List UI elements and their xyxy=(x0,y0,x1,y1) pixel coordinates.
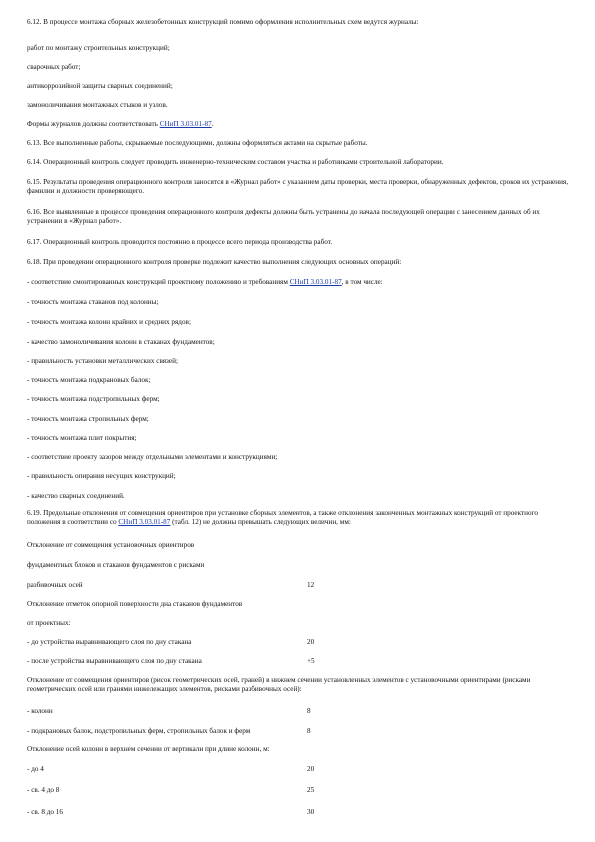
doc-line xyxy=(27,415,572,424)
doc-line-text: антикоррозийной защиты сварных соединений; xyxy=(27,82,173,90)
doc-line-tail: . xyxy=(211,120,214,128)
doc-line-text: - св. 4 до 8 xyxy=(27,786,60,794)
doc-line xyxy=(27,657,357,666)
doc-line-text: фундаментных блоков и стаканов фундаментов с рисками xyxy=(27,561,205,569)
doc-line xyxy=(27,727,357,736)
doc-line-text: 6.12. В процессе монтажа сборных железобетонных конструкций помимо оформления исполнительных схем ведутся журналы: xyxy=(27,18,419,26)
doc-line-tail: (табл. 12) не должны превышать следующих величин, мм: xyxy=(170,518,351,526)
doc-line-text: - правильность установки металлических связей; xyxy=(27,357,178,365)
doc-line-text: - соответствие смонтированных конструкций проектному положению и требованиям xyxy=(27,278,290,286)
doc-value: 12 xyxy=(307,581,315,589)
doc-line xyxy=(27,120,572,129)
doc-line xyxy=(27,561,572,570)
doc-line-text: разбивочных осей xyxy=(27,581,83,589)
doc-line xyxy=(27,638,357,647)
doc-line xyxy=(27,434,572,443)
doc-line xyxy=(27,158,572,167)
doc-line xyxy=(27,44,572,53)
doc-line xyxy=(27,472,572,481)
doc-value: +5 xyxy=(307,657,315,665)
doc-line xyxy=(27,619,572,628)
doc-line xyxy=(27,808,357,817)
doc-line-text: - после устройства выравнивающего слоя по дну стакана xyxy=(27,657,202,665)
doc-line-text: - точность монтажа подстропильных ферм; xyxy=(27,395,160,403)
doc-line-text: - соответствие проекту зазоров между отдельными элементами и конструкциями; xyxy=(27,453,278,461)
doc-line-text: Отклонение от совмещения установочных ориентиров xyxy=(27,541,195,549)
doc-line-text: 6.16. Все выявленные в процессе проведения операционного контроля дефекты должны быть устранены до начала последующей операции с занесением данных об их устранении в «Журнал работ». xyxy=(27,208,540,225)
doc-line-text: - качество сварных соединений. xyxy=(27,492,125,500)
doc-line xyxy=(27,707,357,716)
doc-line-tail: , в том числе: xyxy=(341,278,383,286)
doc-line xyxy=(27,338,572,347)
doc-line xyxy=(27,541,572,550)
doc-line xyxy=(27,765,357,774)
doc-line-text: - правильность опирания несущих конструкций; xyxy=(27,472,176,480)
doc-line-text: 6.14. Операционный контроль следует проводить инженерно-техническим составом участка и работниками строительной лаборатории. xyxy=(27,158,444,166)
doc-line xyxy=(27,492,572,501)
doc-line xyxy=(27,101,572,110)
doc-line xyxy=(27,63,572,72)
doc-line-text: Формы журналов должны соответствовать xyxy=(27,120,160,128)
doc-line-text: замоноличивания монтажных стыков и узлов. xyxy=(27,101,168,109)
doc-value: 25 xyxy=(307,786,315,794)
doc-value: 20 xyxy=(307,765,315,773)
doc-line xyxy=(27,509,572,527)
doc-link[interactable]: СНиП 3.03.01-87 xyxy=(159,120,212,128)
doc-line-text: 6.13. Все выполненные работы, скрываемые последующими, должны оформляться актами на скрытые работы. xyxy=(27,139,368,147)
doc-value: 20 xyxy=(307,638,315,646)
doc-link[interactable]: СНиП 3.03.01-87 xyxy=(118,518,171,526)
doc-line-text: 6.19. Предельные отклонения от совмещения ориентиров при установке сборных элементов, а также отклонения законченных монтажных конструкций от проектного положения в соответствии со xyxy=(27,509,538,526)
doc-line-text: от проектных: xyxy=(27,619,71,627)
doc-line-text: сварочных работ; xyxy=(27,63,81,71)
doc-line xyxy=(27,676,572,694)
doc-value: 30 xyxy=(307,808,315,816)
doc-line xyxy=(27,786,357,795)
doc-line-text: 6.15. Результаты проведения операционного контроля заносятся в «Журнал работ» с указанием даты проверки, места проверки, обнаруженных дефектов, сроков их устранения, фамилии и должности проверяющего. xyxy=(27,178,569,195)
doc-line-text: Отклонение отметок опорной поверхности дна стаканов фундаментов xyxy=(27,600,243,608)
doc-line xyxy=(27,453,572,462)
doc-line-text: 6.17. Операционный контроль проводится постоянно в процессе всего периода производства работ. xyxy=(27,238,333,246)
doc-line-text: - подкрановых балок, подстропильных ферм, стропильных балок и ферм xyxy=(27,727,251,735)
doc-line xyxy=(27,278,572,287)
doc-line-text: - до 4 xyxy=(27,765,44,773)
doc-line-text: - колонн xyxy=(27,707,53,715)
doc-line xyxy=(27,357,572,366)
doc-line xyxy=(27,238,572,247)
doc-line-text: - точность монтажа стропильных ферм; xyxy=(27,415,149,423)
doc-line xyxy=(27,258,572,267)
doc-line xyxy=(27,600,572,609)
doc-line xyxy=(27,298,572,307)
doc-line-text: - точность монтажа колонн крайних и средних рядов; xyxy=(27,318,191,326)
doc-line-text: работ по монтажу строительных конструкций; xyxy=(27,44,170,52)
doc-line-text: - до устройства выравнивающего слоя по дну стакана xyxy=(27,638,192,646)
doc-line-text: - качество замоноличивания колонн в стаканах фундаментов; xyxy=(27,338,215,346)
doc-line-text: - точность монтажа стаканов под колонны; xyxy=(27,298,159,306)
doc-line xyxy=(27,18,572,27)
doc-line-text: - точность монтажа плит покрытия; xyxy=(27,434,137,442)
doc-link[interactable]: СНиП 3.03.01-87 xyxy=(289,278,342,286)
doc-line xyxy=(27,208,572,226)
doc-line-text: - св. 8 до 16 xyxy=(27,808,63,816)
doc-value: 8 xyxy=(307,707,311,715)
doc-line xyxy=(27,178,572,196)
doc-line xyxy=(27,139,572,148)
doc-value: 8 xyxy=(307,727,311,735)
doc-line-text: - точность монтажа подкрановых балок; xyxy=(27,376,151,384)
doc-line-text: Отклонение от совмещения ориентиров (рисок геометрических осей, граней) в нижнем сечении установленных элементов с установочными ориентирами (рисками геометрических осей или гранями нижележащих элементов, рисками разбивочных осей): xyxy=(27,676,531,693)
doc-line xyxy=(27,82,572,91)
doc-line xyxy=(27,581,357,590)
doc-line xyxy=(27,318,572,327)
doc-line xyxy=(27,745,572,754)
doc-line-text: 6.18. При проведении операционного контроля проверке подлежит качество выполнения следующих основных операций: xyxy=(27,258,402,266)
doc-line xyxy=(27,395,572,404)
doc-line-text: Отклонение осей колонн в верхнем сечении от вертикали при длине колонн, м: xyxy=(27,745,270,753)
doc-line xyxy=(27,376,572,385)
